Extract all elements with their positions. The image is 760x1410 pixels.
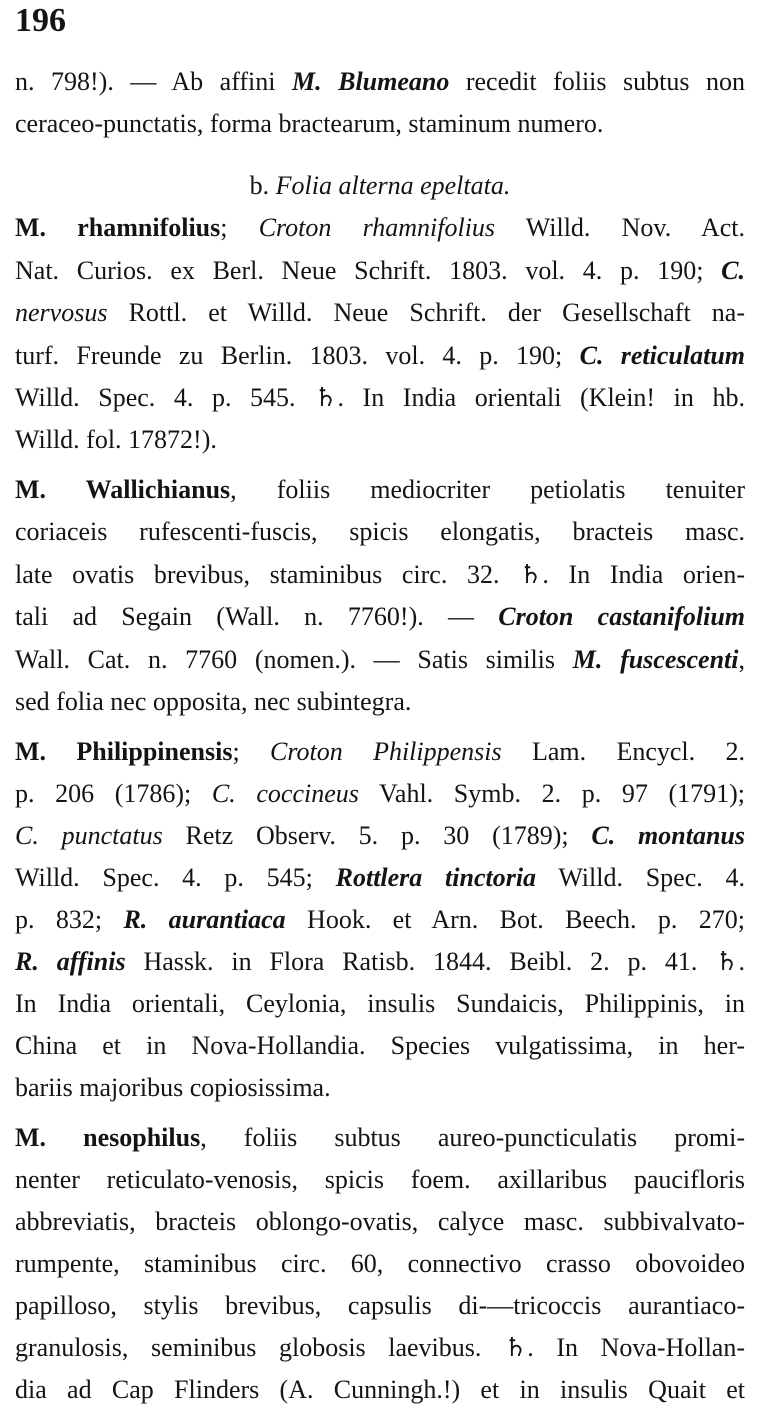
text-line	[15, 555, 745, 595]
italic-name: M. fuscescenti	[572, 645, 739, 674]
text-run: ;	[232, 737, 271, 766]
italic-name: C. reticulatum	[579, 341, 746, 370]
text-line	[15, 900, 745, 940]
italic-name: C.	[721, 256, 745, 285]
text-line	[15, 1244, 745, 1284]
text-line	[15, 1328, 745, 1368]
text-run: bariis majoribus copiosissima.	[15, 1073, 331, 1102]
text-line	[15, 1026, 745, 1066]
text-line	[15, 208, 745, 248]
text-line	[15, 378, 745, 418]
text-run: late ovatis brevibus, staminibus circ. 32. ♄. In India orien-	[15, 560, 745, 589]
text-run: nenter reticulato-venosis, spicis foem. axillaribus paucifloris	[15, 1165, 745, 1194]
text-run: rumpente, staminibus circ. 60, connectivo crasso obovoideo	[15, 1249, 745, 1278]
text-run: granulosis, seminibus globosis laevibus. ♄. In Nova-Hollan-	[15, 1333, 745, 1362]
text-line	[15, 1160, 745, 1200]
text-run: Willd. Spec. 4. p. 545;	[15, 863, 336, 892]
text-run: p. 832;	[15, 905, 124, 934]
italic-name: Folia alterna epeltata.	[275, 171, 511, 200]
italic-name: Rottlera tinctoria	[335, 863, 537, 892]
text-line	[15, 1286, 745, 1326]
text-line	[15, 1118, 745, 1158]
page-number: 196	[15, 2, 66, 39]
text-run: Retz Observ. 5. p. 30 (1789);	[162, 821, 592, 850]
species-name: M. Philippinensis	[15, 737, 233, 766]
text-run: dia ad Cap Flinders (A. Cunningh.!) et in insulis Quait et	[15, 1375, 745, 1404]
text-line	[15, 512, 745, 552]
text-run: ;	[220, 213, 259, 242]
text-run: Willd. Spec. 4.	[536, 863, 745, 892]
text-line	[15, 984, 745, 1024]
text-run: Willd. fol. 17872!).	[15, 425, 217, 454]
italic-name: M. Blumeano	[291, 67, 450, 96]
text-line	[15, 470, 745, 510]
italic-name: R. aurantiaca	[123, 905, 286, 934]
text-run: Hook. et Arn. Bot. Beech. p. 270;	[285, 905, 745, 934]
text-run: sed folia nec opposita, nec subintegra.	[15, 687, 412, 716]
italic-name: nervosus	[15, 298, 108, 327]
text-line	[15, 62, 745, 102]
text-run: Rottl. et Willd. Neue Schrift. der Gesellschaft na-	[107, 298, 745, 327]
text-run: ceraceo-punctatis, forma bractearum, staminum numero.	[15, 109, 604, 138]
text-line	[15, 336, 745, 376]
text-run: p. 206 (1786);	[15, 779, 212, 808]
italic-name: Croton rhamnifolius	[258, 213, 496, 242]
species-name: M. rhamnifolius	[15, 213, 221, 242]
text-line	[15, 251, 745, 291]
text-run: Hassk. in Flora Ratisb. 1844. Beibl. 2. p. 41. ♄.	[125, 947, 746, 976]
text-run: b.	[249, 171, 276, 200]
text-run: abbreviatis, bracteis oblongo-ovatis, calyce masc. subbivalvato-	[15, 1207, 745, 1236]
text-line	[15, 293, 745, 333]
text-run: China et in Nova-Hollandia. Species vulgatissima, in her-	[15, 1031, 745, 1060]
text-run: In India orientali, Ceylonia, insulis Sundaicis, Philippinis, in	[15, 989, 745, 1018]
text-run: ,	[738, 645, 745, 674]
italic-name: C. punctatus	[15, 821, 163, 850]
text-line	[15, 942, 745, 982]
text-run: tali ad Segain (Wall. n. 7760!). —	[15, 602, 499, 631]
text-run: Wall. Cat. n. 7760 (nomen.). — Satis similis	[15, 645, 573, 674]
text-run: n. 798!). — Ab affini	[15, 67, 292, 96]
text-run: Willd. Nov. Act.	[495, 213, 745, 242]
italic-name: C. montanus	[591, 821, 745, 850]
text-line	[15, 774, 745, 814]
text-run: Vahl. Symb. 2. p. 97 (1791);	[358, 779, 745, 808]
text-run: recedit foliis subtus non	[449, 67, 745, 96]
text-run: Lam. Encycl. 2.	[501, 737, 745, 766]
italic-name: Croton Philippensis	[270, 737, 502, 766]
text-line	[15, 816, 745, 856]
text-line	[15, 682, 745, 722]
text-run: papilloso, stylis brevibus, capsulis di-—tricoccis aurantiaco-	[15, 1291, 745, 1320]
text-run: Willd. Spec. 4. p. 545. ♄. In India orientali (Klein! in hb.	[15, 383, 745, 412]
text-line	[15, 597, 745, 637]
text-line	[15, 1202, 745, 1242]
text-line	[15, 732, 745, 772]
text-line	[15, 420, 745, 460]
italic-name: Croton castanifolium	[498, 602, 746, 631]
text-line	[15, 858, 745, 898]
text-run: turf. Freunde zu Berlin. 1803. vol. 4. p. 190;	[15, 341, 580, 370]
section-heading	[15, 166, 745, 206]
text-run: , foliis subtus aureo-puncticulatis promi-	[200, 1123, 745, 1152]
text-run: , foliis mediocriter petiolatis tenuiter	[230, 475, 745, 504]
text-line	[15, 1370, 745, 1410]
text-run: coriaceis rufescenti-fuscis, spicis elongatis, bracteis masc.	[15, 517, 745, 546]
italic-name: R. affinis	[15, 947, 126, 976]
text-line	[15, 640, 745, 680]
species-name: M. nesophilus	[15, 1123, 201, 1152]
text-line	[15, 104, 745, 144]
species-name: M. Wallichianus	[15, 475, 231, 504]
italic-name: C. coccineus	[211, 779, 359, 808]
text-line	[15, 1068, 745, 1108]
text-run: Nat. Curios. ex Berl. Neue Schrift. 1803. vol. 4. p. 190;	[15, 256, 722, 285]
